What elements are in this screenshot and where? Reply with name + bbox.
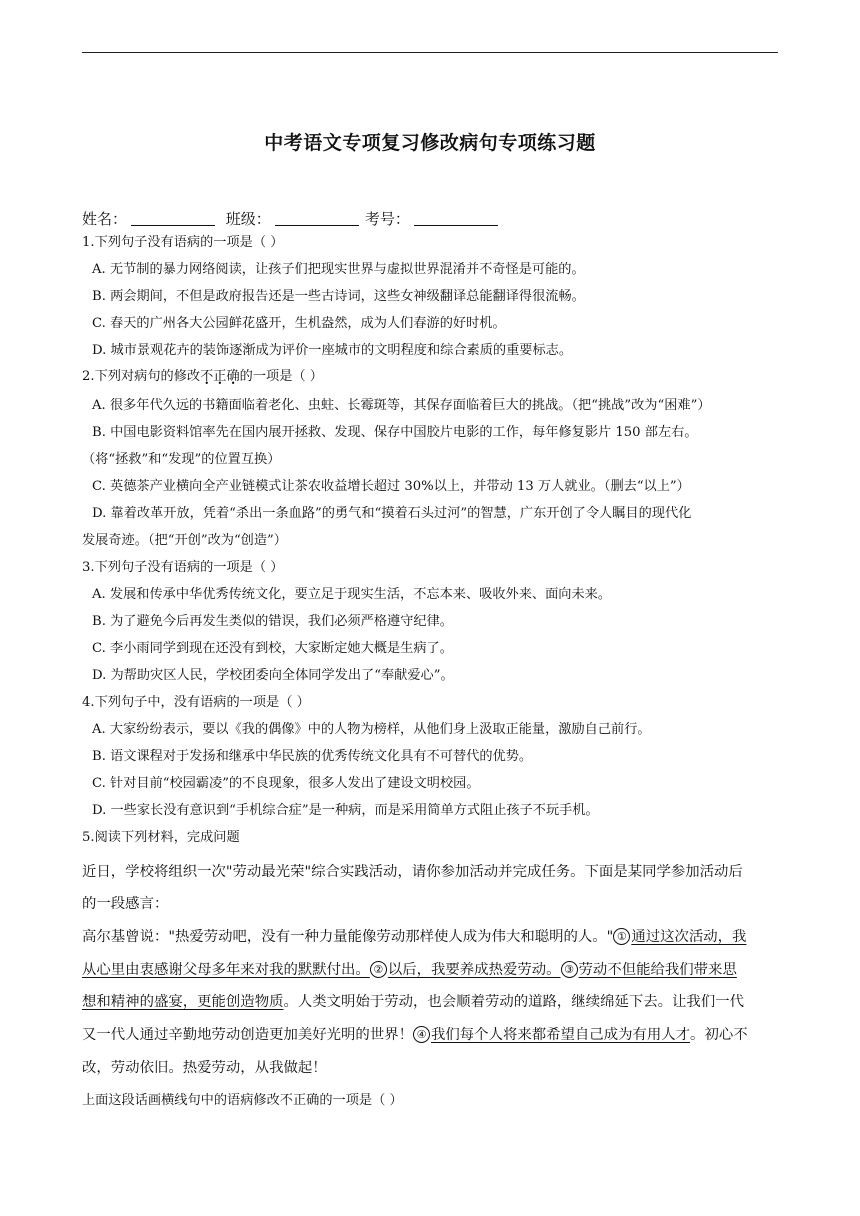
question-1-option-c: C. 春天的广州各大公园鲜花盛开，生机盎然，成为人们春游的好时机。: [92, 316, 506, 331]
underlined-sentence-3-cont: 想和精神的盛宴，更能创造物质: [82, 994, 284, 1010]
sentence-number: ④: [413, 1026, 430, 1043]
question-2-stem: [82, 368, 323, 386]
class-label: 班级：: [225, 210, 271, 228]
question-1-option-b: B. 两会期间，不但是政府报告还是一些古诗词，这些女神级翻译总能翻译得很流畅。: [92, 289, 585, 304]
passage-line-4: [82, 1026, 748, 1044]
question-5-intro-cont: 的一段感言：: [82, 896, 169, 912]
question-2-option-d: D. 靠着改革开放，凭着“杀出一条血路”的勇气和“摸着石头过河”的智慧，广东开创了令人瞩目的现代化: [92, 506, 692, 521]
emphasis-char: 不: [200, 369, 214, 384]
passage-line-3: [82, 993, 744, 1011]
student-info-line: [82, 208, 504, 229]
passage-line-2: [82, 961, 737, 979]
name-label: 姓名：: [82, 210, 128, 228]
stem-text: 的一项是（ ）: [239, 369, 323, 384]
sentence-number: ②: [370, 961, 387, 978]
question-2-option-b-cont: （将“拯救”和“发现”的位置互换）: [82, 452, 281, 467]
number-label: 考号：: [364, 210, 410, 228]
question-4-stem: 4.下列句子中，没有语病的一项是（ ）: [82, 695, 310, 710]
underlined-sentence-4: 我们每个人将来都希望自己成为有用人才: [431, 1027, 691, 1043]
emphasis-char: 确: [226, 369, 240, 384]
question-5-intro: 近日，学校将组织一次"劳动最光荣"综合实践活动，请你参加活动并完成任务。下面是某同学参加活动后: [82, 864, 743, 880]
stem-text: 2.下列对病句的修改: [82, 369, 201, 384]
header-rule: [82, 52, 778, 53]
number-blank[interactable]: [414, 211, 498, 226]
question-3-option-b: B. 为了避免今后再发生类似的错误，我们必须严格遵守纪律。: [92, 614, 453, 629]
question-1-option-d: D. 城市景观花卉的装饰逐渐成为评价一座城市的文明程度和综合素质的重要标志。: [92, 343, 573, 358]
question-3-option-a: A. 发展和传承中华优秀传统文化，要立足于现实生活，不忘本来、吸收外来、面向未来。: [92, 587, 612, 602]
page-title: 中考语文专项复习修改病句专项练习题: [264, 132, 596, 154]
question-1-stem: 1.下列句子没有语病的一项是（ ）: [82, 235, 284, 250]
question-2-option-a: A. 很多年代久远的书籍面临着老化、虫蛀、长霉斑等，其保存面临着巨大的挑战。（把“挑战”改为“困难”）: [92, 398, 711, 413]
passage-text: 。人类文明始于劳动，也会顺着劳动的道路，继续绵延下去。让我们一代: [283, 994, 744, 1010]
name-blank[interactable]: [131, 211, 215, 226]
sentence-number: ①: [613, 928, 630, 945]
passage-line-1: [82, 928, 746, 946]
passage-text: 又一代人通过辛勤地劳动创造更加美好光明的世界！: [82, 1027, 413, 1043]
question-5-stem: 5.阅读下列材料，完成问题: [82, 830, 240, 845]
question-2-option-d-cont: 发展奇迹。（把“开创”改为“创造”）: [82, 533, 287, 548]
question-4-option-b: B. 语文课程对于发扬和继承中华民族的优秀传统文化具有不可替代的优势。: [92, 749, 533, 764]
question-1-option-a: A. 无节制的暴力网络阅读，让孩子们把现实世界与虚拟世界混淆并不奇怪是可能的。: [92, 262, 585, 277]
underlined-sentence-1-cont: 从心里由衷感谢父母多年来对我的默默付出。: [82, 962, 370, 978]
question-2-option-b: B. 中国电影资料馆率先在国内展开拯救、发现、保存中国胶片电影的工作，每年修复影片 150 部左右。: [92, 425, 698, 440]
passage-line-5: 改，劳动依旧。热爱劳动，从我做起！: [82, 1060, 327, 1076]
underlined-sentence-2: 以后，我要养成热爱劳动。: [387, 962, 561, 978]
question-4-option-a: A. 大家纷纷表示，要以《我的偶像》中的人物为榜样，从他们身上汲取正能量，激励自己前行。: [92, 722, 651, 737]
emphasis-char: 正: [213, 369, 227, 384]
passage-text: 。初心不: [690, 1027, 748, 1043]
class-blank[interactable]: [275, 211, 359, 226]
underlined-sentence-1: 通过这次活动，我: [631, 929, 747, 945]
question-4-option-d: D. 一些家长没有意识到“手机综合症”是一种病，而是采用简单方式阻止孩子不玩手机。: [92, 803, 599, 818]
question-3-option-d: D. 为帮助灾区人民，学校团委向全体同学发出了“奉献爱心”。: [92, 668, 454, 683]
passage-text: 高尔基曾说："热爱劳动吧，没有一种力量能像劳动那样使人成为伟大和聪明的人。": [82, 929, 614, 945]
sentence-number: ③: [561, 961, 578, 978]
question-2-option-c: C. 英德茶产业横向全产业链模式让茶农收益增长超过 30%以上，并带动 13 万人就业。（删去“以上”）: [92, 479, 690, 494]
question-3-stem: 3.下列句子没有语病的一项是（ ）: [82, 560, 284, 575]
underlined-sentence-3: 劳动不但能给我们带来思: [578, 962, 737, 978]
question-5-prompt: 上面这段话画横线句中的语病修改不正确的一项是（ ）: [82, 1093, 403, 1108]
question-4-option-c: C. 针对目前“校园霸凌”的不良现象，很多人发出了建设文明校园。: [92, 776, 480, 791]
question-3-option-c: C. 李小雨同学到现在还没有到校，大家断定她大概是生病了。: [92, 641, 453, 656]
